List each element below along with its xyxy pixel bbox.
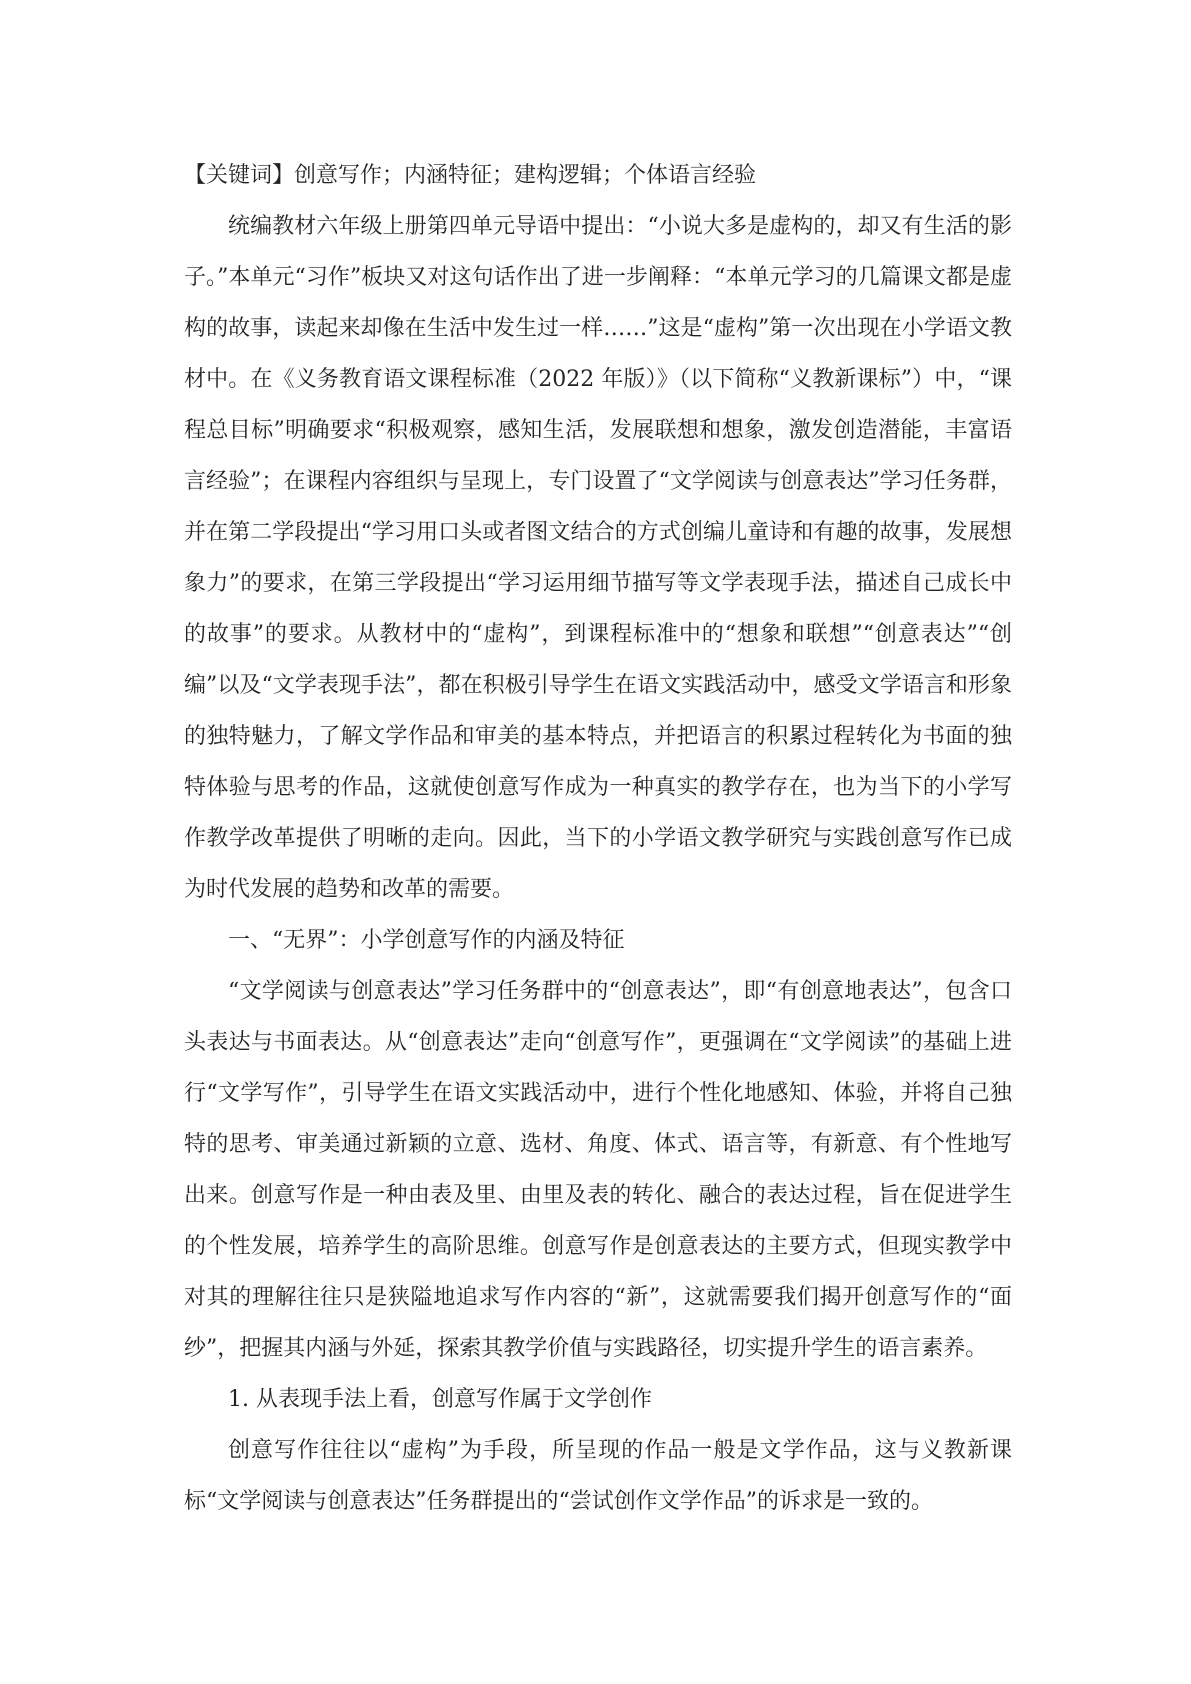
subsection-heading-one: 1. 从表现手法上看，创意写作属于文学创作 xyxy=(228,1387,652,1412)
document-body xyxy=(184,150,1012,1527)
subsection-one-paragraph: 创意写作往往以“虚构”为手段，所呈现的作品一般是文学作品，这与义教新课标“文学阅读与创意表达”任务群提出的“尝试创作文学作品”的诉求是一致的。 xyxy=(184,1438,1012,1514)
intro-paragraph: 统编教材六年级上册第四单元导语中提出：“小说大多是虚构的，却又有生活的影子。”本单元“习作”板块又对这句话作出了进一步阐释：“本单元学习的几篇课文都是虚构的故事，读起来却像在生活中发生过一样……”这是“虚构”第一次出现在小学语文教材中。在《义务教育语文课程标准（2022 年版）》（以下简称“义教新课标”）中，“课程总目标”明确要求“积极观察，感知生活，发展联想和想象，激发创造潜能，丰富语言经验”；在课程内容组织与呈现上，专门设置了“文学阅读与创意表达”学习任务群，并在第二学段提出“学习用口头或者图文结合的方式创编儿童诗和有趣的故事，发展想象力”的要求，在第三学段提出“学习运用细节描写等文学表现手法，描述自己成长中的故事”的要求。从教材中的“虚构”，到课程标准中的“想象和联想”“创意表达”“创编”以及“文学表现手法”，都在积极引导学生在语文实践活动中，感受文学语言和形象的独特魅力，了解文学作品和审美的基本特点，并把语言的积累过程转化为书面的独特体验与思考的作品，这就使创意写作成为一种真实的教学存在，也为当下的小学写作教学改革提供了明晰的走向。因此，当下的小学语文教学研究与实践创意写作已成为时代发展的趋势和改革的需要。 xyxy=(184,214,1012,902)
section-heading-one: 一、“无界”：小学创意写作的内涵及特征 xyxy=(228,928,625,953)
keywords-line: 【关键词】创意写作；内涵特征；建构逻辑；个体语言经验 xyxy=(184,163,757,188)
section-one-paragraph: “文学阅读与创意表达”学习任务群中的“创意表达”，即“有创意地表达”，包含口头表达与书面表达。从“创意表达”走向“创意写作”，更强调在“文学阅读”的基础上进行“文学写作”，引导学生在语文实践活动中，进行个性化地感知、体验，并将自己独特的思考、审美通过新颖的立意、选材、角度、体式、语言等，有新意、有个性地写出来。创意写作是一种由表及里、由里及表的转化、融合的表达过程，旨在促进学生的个性发展，培养学生的高阶思维。创意写作是创意表达的主要方式，但现实教学中对其的理解往往只是狭隘地追求写作内容的“新”，这就需要我们揭开创意写作的“面纱”，把握其内涵与外延，探索其教学价值与实践路径，切实提升学生的语言素养。 xyxy=(184,979,1012,1361)
